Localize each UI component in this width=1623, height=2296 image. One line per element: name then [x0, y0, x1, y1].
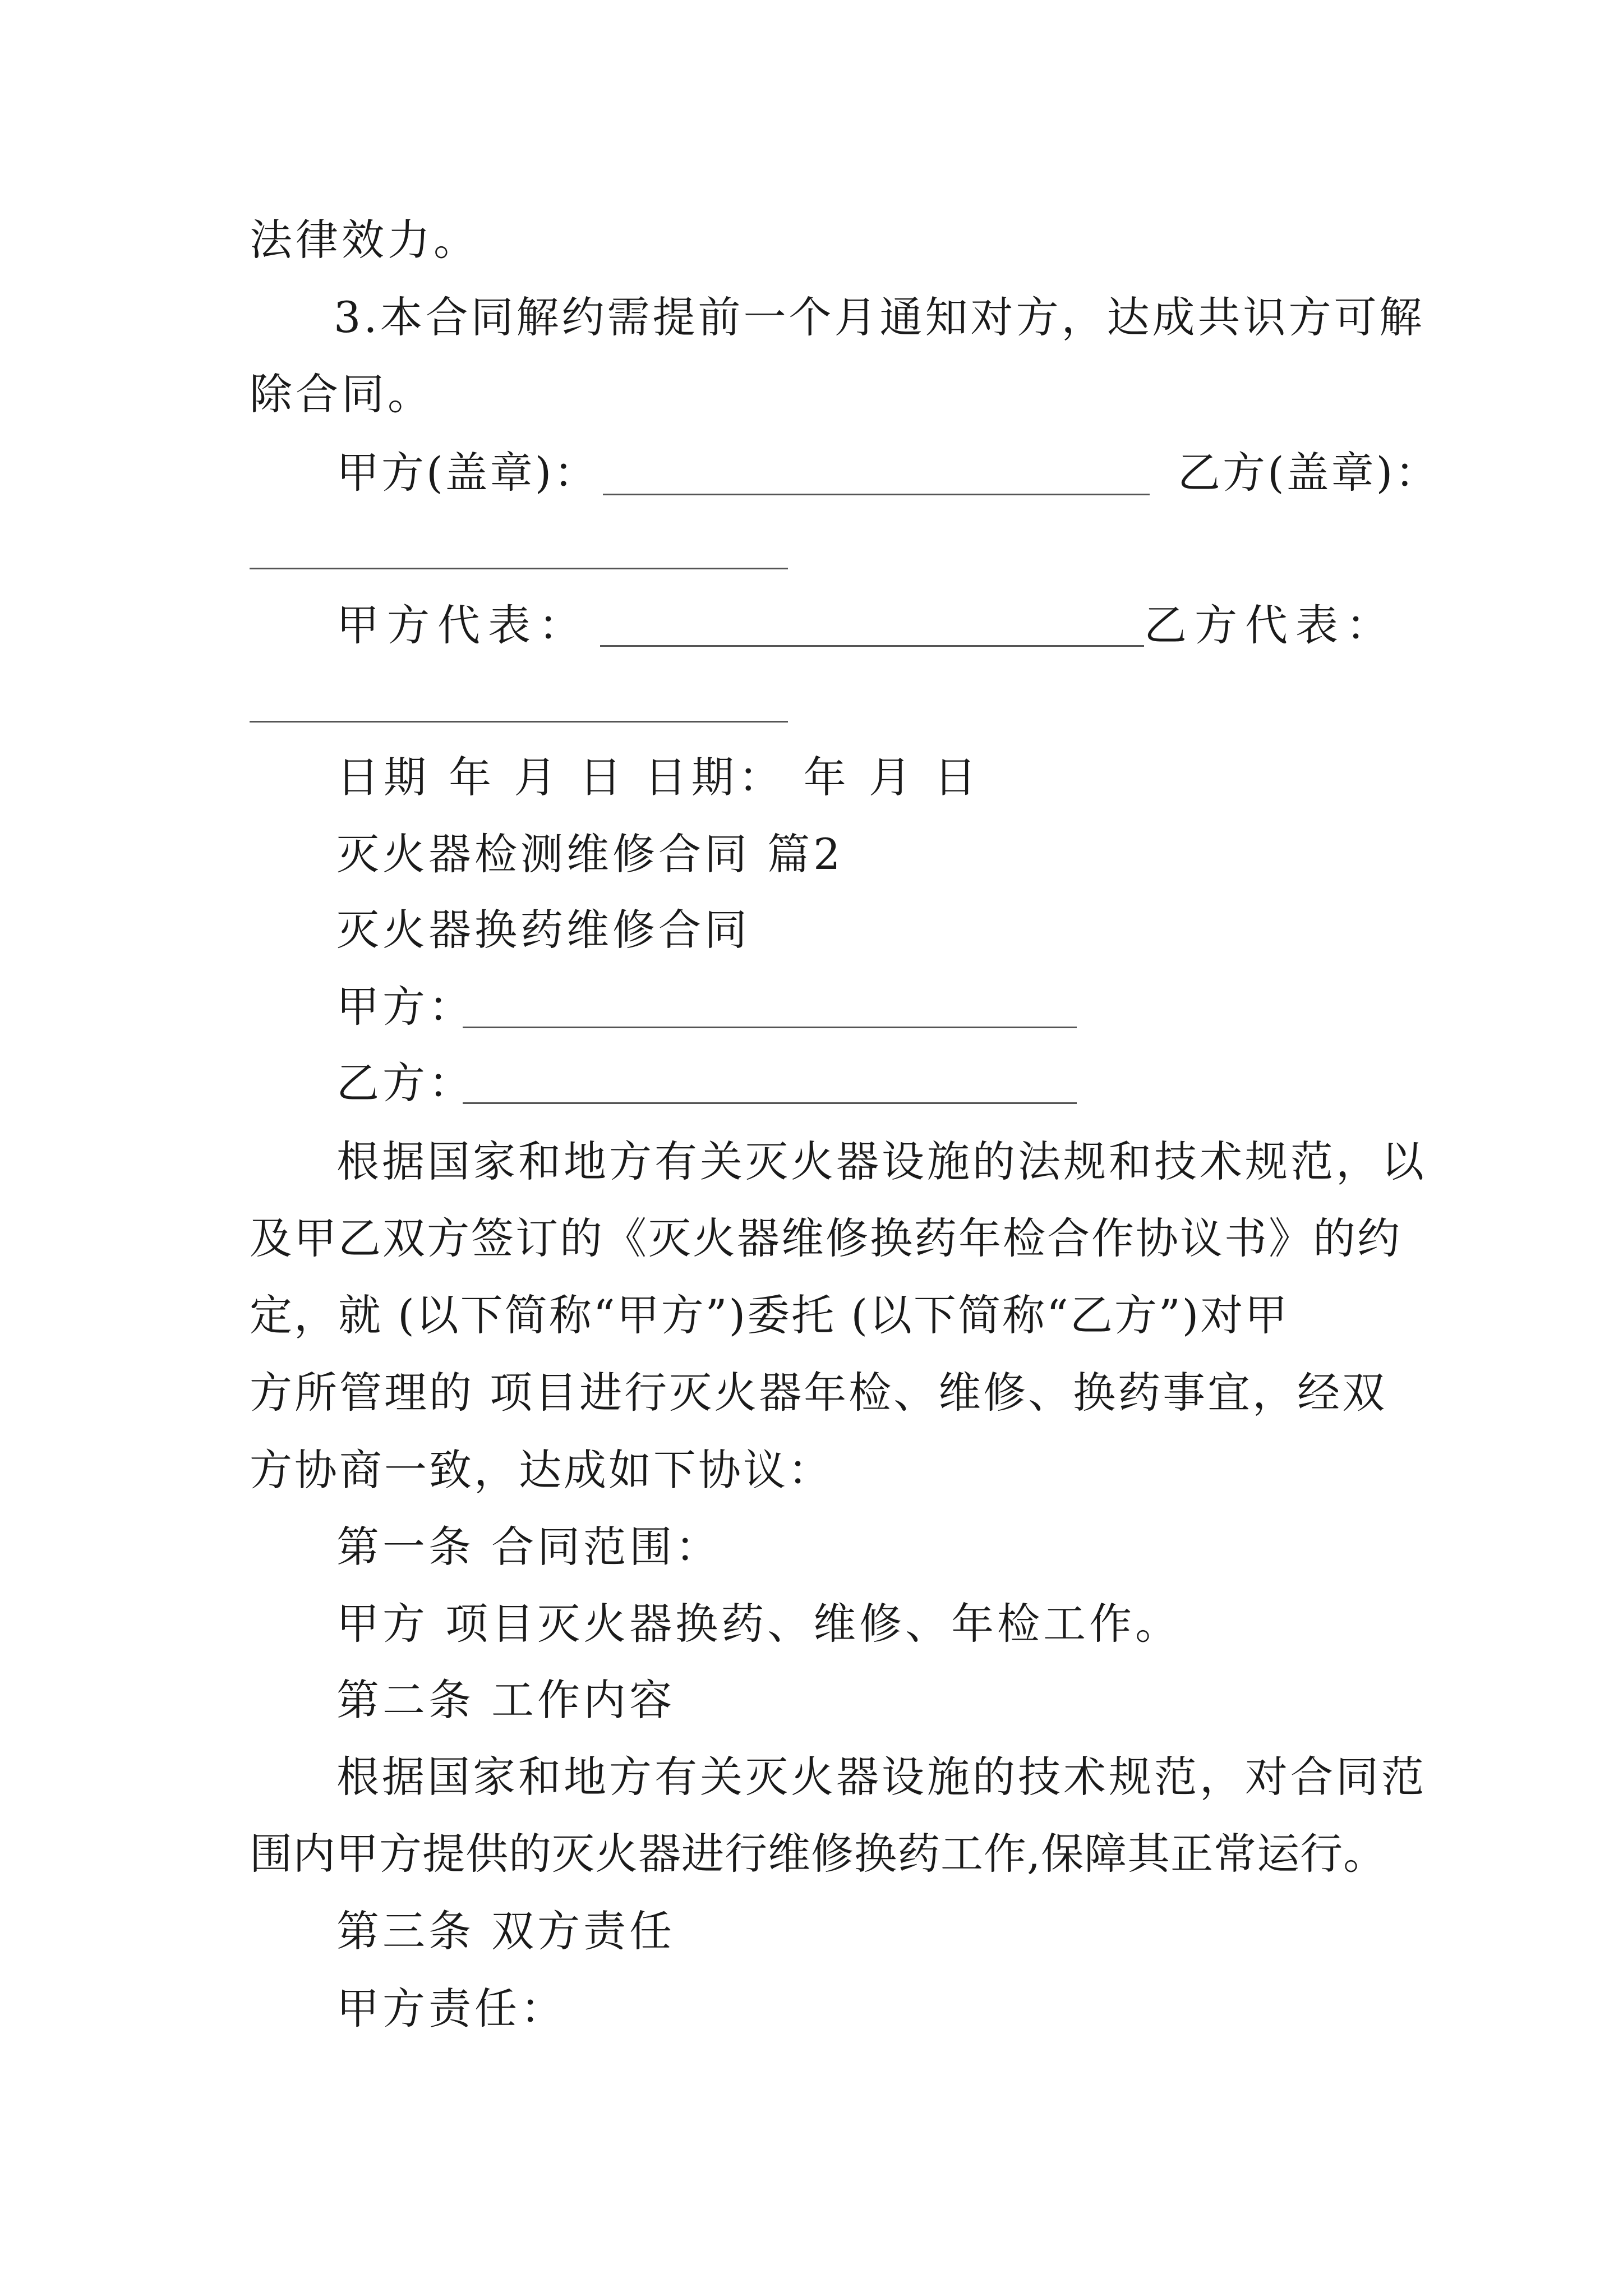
signature-line-b [250, 568, 788, 569]
party-b-line [463, 1102, 1077, 1104]
paragraph-line: 围内甲方提供的灭火器进行维修换药工作,保障其正常运行。 [250, 1829, 1387, 1879]
article-1-heading: 第一条 合同范围： [336, 1522, 722, 1572]
party-a-label: 甲方： [336, 982, 474, 1032]
paragraph-line: 定，就 (以下简称“甲方”)委托 (以下简称“乙方”)对甲 [250, 1290, 1289, 1340]
party-a-line [463, 1027, 1077, 1028]
signature-line-a [603, 494, 1150, 495]
article-2-heading: 第二条 工作内容 [336, 1675, 676, 1725]
article-1-text: 甲方 项目灭火器换药、维修、年检工作。 [336, 1599, 1182, 1649]
paragraph-line: 方协商一致，达成如下协议： [250, 1445, 833, 1495]
paragraph-line: 及甲乙双方签订的《灭火器维修换药年检合作协议书》的约 [250, 1213, 1401, 1263]
rep-party-b-label: 乙方代表： [1144, 600, 1396, 650]
sign-party-a-label: 甲方(盖章)： [336, 448, 599, 498]
date-line: 日期 年 月 日 日期： 年 月 日 [336, 752, 981, 802]
party-b-label: 乙方： [336, 1058, 474, 1108]
section-heading: 灭火器检测维修合同 篇2 [336, 829, 844, 879]
paragraph-line: 根据国家和地方有关灭火器设施的法规和技术规范，以 [336, 1137, 1427, 1186]
contract-title: 灭火器换药维修合同 [336, 905, 750, 955]
party-a-duty-label: 甲方责任： [336, 1984, 566, 2033]
text-line: 除合同。 [250, 369, 434, 419]
paragraph-line: 根据国家和地方有关灭火器设施的技术规范，对合同范 [336, 1752, 1427, 1802]
rep-party-a-label: 甲方代表： [336, 600, 589, 650]
text-line: 法律效力。 [250, 215, 479, 265]
article-3-heading: 第三条 双方责任 [336, 1906, 676, 1956]
sign-party-b-label: 乙方(盖章)： [1178, 448, 1440, 498]
paragraph-line: 方所管理的 项目进行灭火器年检、维修、换药事宜，经双 [250, 1368, 1387, 1418]
rep-line-b [250, 721, 788, 723]
clause-3: 3.本合同解约需提前一个月通知对方，达成共识方可解 [334, 292, 1425, 342]
rep-line-a [600, 645, 1144, 647]
